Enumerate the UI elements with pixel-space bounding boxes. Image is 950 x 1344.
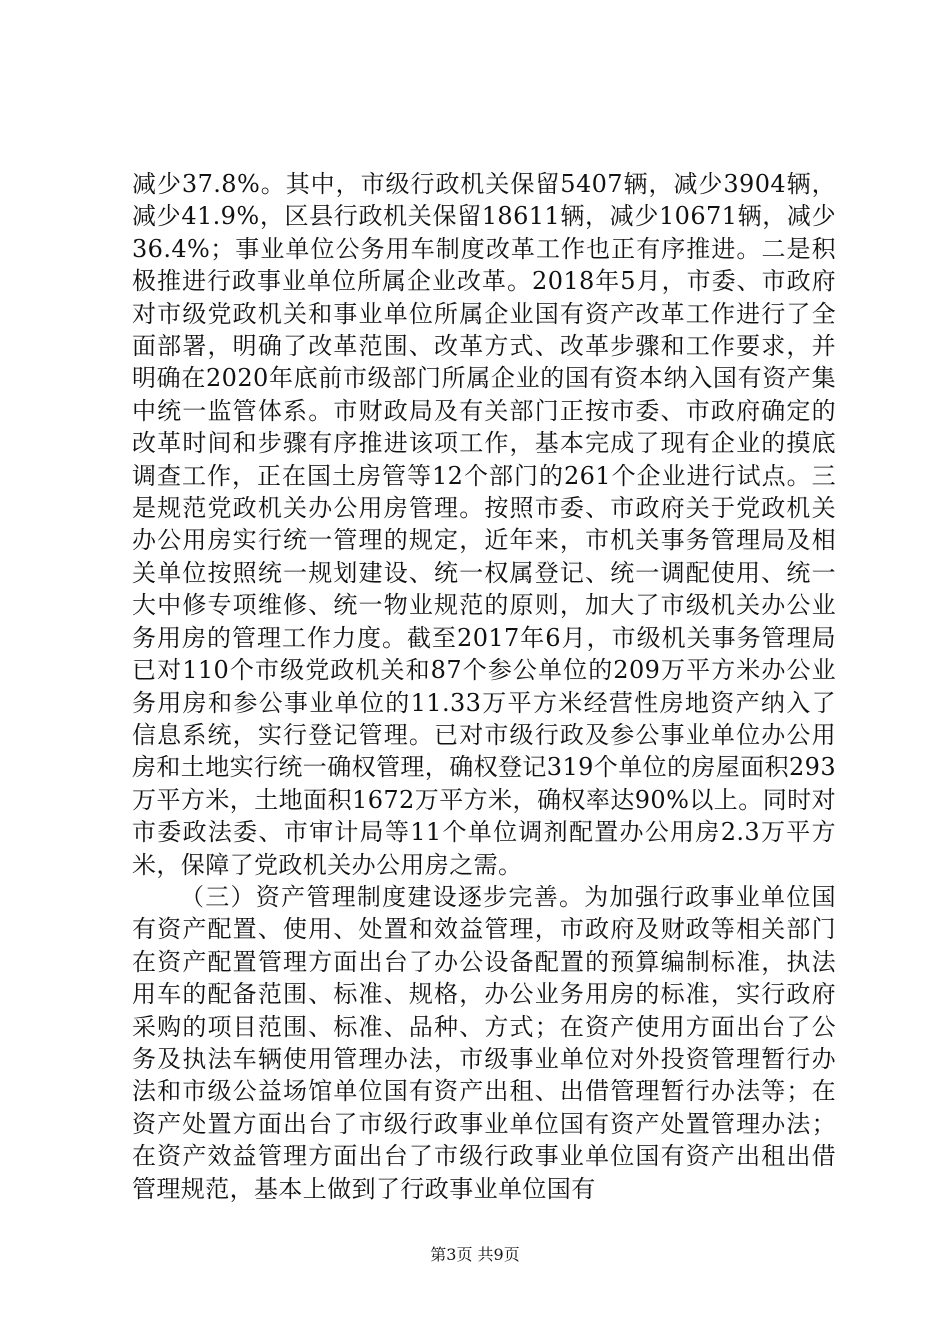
document-body bbox=[132, 168, 836, 1205]
page-footer: 第3页 共9页 bbox=[430, 1245, 520, 1264]
paragraph-section-three: （三）资产管理制度建设逐步完善。为加强行政事业单位国有资产配置、使用、处置和效益管理，市政府及财政等相关部门在资产配置管理方面出台了办公设备配置的预算编制标准，执法用车的配备范围、标准、规格，办公业务用房的标准，实行政府采购的项目范围、标准、品种、方式；在资产使用方面出台了公务及执法车辆使用管理办法，市级事业单位对外投资管理暂行办法和市级公益场馆单位国有资产出租、出借管理暂行办法等；在资产处置方面出台了市级行政事业单位国有资产处置管理办法；在资产效益管理方面出台了市级行政事业单位国有资产出租出借管理规范，基本上做到了行政事业单位国有 bbox=[132, 882, 836, 1203]
paragraph-continued: 减少37.8%。其中，市级行政机关保留5407辆，减少3904辆，减少41.9%，区县行政机关保留18611辆，减少10671辆，减少36.4%；事业单位公务用车制度改革工作也正有序推进。二是积极推进行政事业单位所属企业改革。2018年5月，市委、市政府对市级党政机关和事业单位所属企业国有资产改革工作进行了全面部署，明确了改革范围、改革方式、改革步骤和工作要求，并明确在2020年底前市级部门所属企业的国有资本纳入国有资产集中统一监管体系。市财政局及有关部门正按市委、市政府确定的改革时间和步骤有序推进该项工作，基本完成了现有企业的摸底调查工作，正在国土房管等12个部门的261个企业进行试点。三是规范党政机关办公用房管理。按照市委、市政府关于党政机关办公用房实行统一管理的规定，近年来，市机关事务管理局及相关单位按照统一规划建设、统一权属登记、统一调配使用、统一大中修专项维修、统一物业规范的原则，加大了市级机关办公业务用房的管理工作力度。截至2017年6月，市级机关事务管理局已对110个市级党政机关和87个参公单位的209万平方米办公业务用房和参公事业单位的11.33万平方米经营性房地资产纳入了信息系统，实行登记管理。已对市级行政及参公事业单位办公用房和土地实行统一确权管理，确权登记319个单位的房屋面积293万平方米，土地面积1672万平方米，确权率达90%以上。同时对市委政法委、市审计局等11个单位调剂配置办公用房2.3万平方米，保障了党政机关办公用房之需。 bbox=[132, 170, 837, 879]
